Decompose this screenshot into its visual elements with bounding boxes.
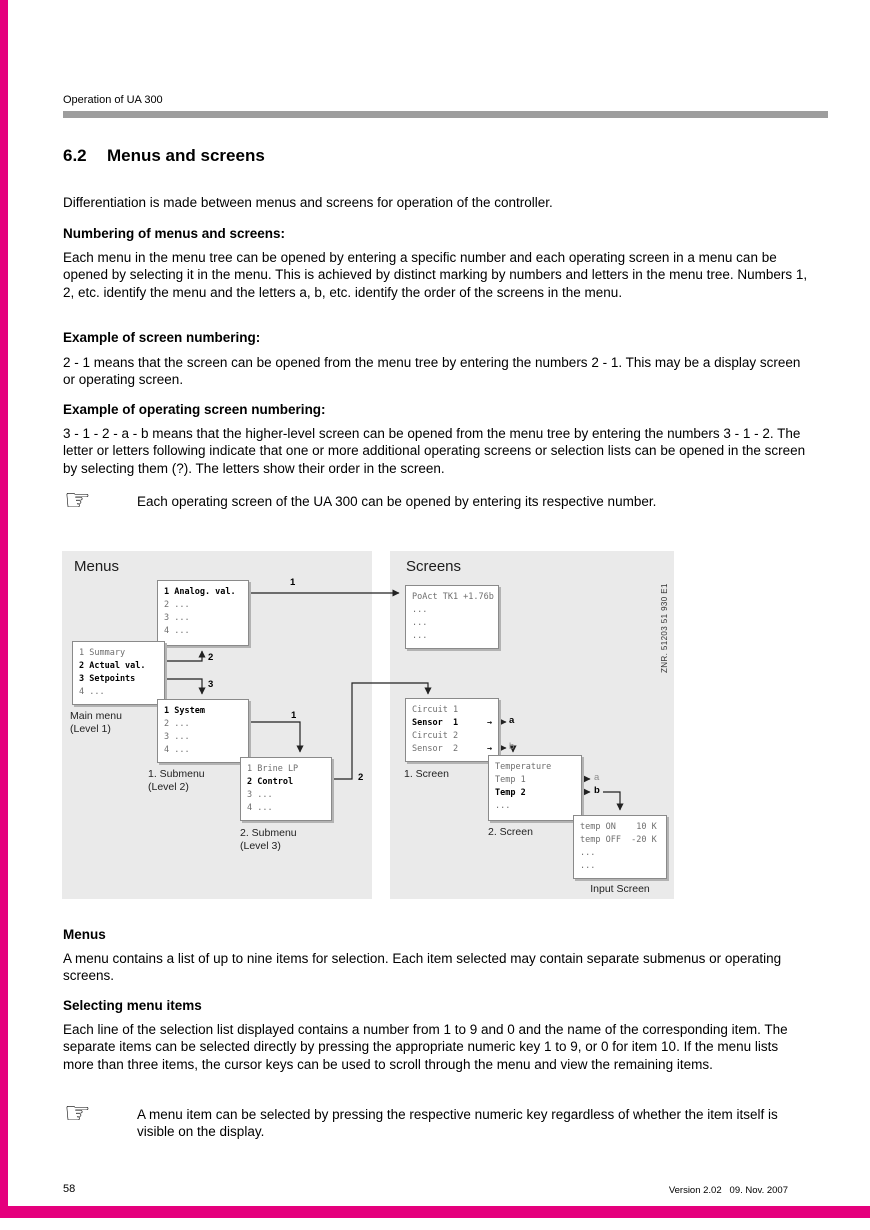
menu-line: 2 ...	[164, 719, 190, 729]
screen-line: temp ON 10 K	[580, 822, 657, 832]
page-header: Operation of UA 300	[63, 94, 163, 106]
header-rule	[63, 111, 828, 118]
main-menu-label	[70, 710, 122, 736]
menus-paragraph: A menu contains a list of up to nine items for selection. Each item selected may contain separate submenus or operating screens.	[63, 951, 782, 984]
screens-panel-title: Screens	[406, 558, 462, 575]
screen-line	[412, 743, 492, 756]
label-line: (Level 2)	[148, 781, 189, 793]
connector-label-b: b	[509, 741, 515, 752]
screen-example-heading: Example of screen numbering:	[63, 330, 261, 345]
connector-label-3: 3	[208, 679, 214, 690]
menu-line: 3 ...	[164, 613, 190, 623]
version-label: Version 2.02 09. Nov. 2007	[668, 1185, 788, 1196]
drawing-number-label: ZNR. 51203 51 930 E1	[660, 583, 669, 673]
screen-box-temperature	[488, 755, 582, 821]
screen-box-circuit	[405, 698, 499, 762]
menu-line: 2 ...	[164, 600, 190, 610]
screen-line: temp OFF -20 K	[580, 835, 657, 845]
screen-line	[412, 717, 492, 730]
label-line: 2. Submenu	[240, 827, 297, 839]
operating-example-heading: Example of operating screen numbering:	[63, 402, 326, 417]
connector-label-1b: 1	[291, 710, 297, 721]
menu-line: 3 Setpoints	[79, 674, 136, 684]
menu-line: 2 Actual val.	[79, 661, 146, 671]
section-number: 6.2	[63, 146, 87, 165]
menu-box-system	[157, 699, 249, 763]
page-number: 58	[63, 1183, 76, 1195]
screen-line: Temp 2	[495, 788, 526, 798]
menu-line: 1 System	[164, 706, 205, 716]
connector-label-b2: b	[594, 785, 600, 796]
menu-line: 4 ...	[247, 803, 273, 813]
screen-line: ...	[495, 801, 511, 811]
menu-line: 3 ...	[247, 790, 273, 800]
menus-heading: Menus	[63, 927, 106, 942]
screen-box-input	[573, 815, 667, 879]
screen-line: Circuit 2	[412, 731, 459, 741]
screen-line: ...	[412, 605, 428, 615]
section-heading	[63, 146, 265, 166]
menu-line: 1 Brine LP	[247, 764, 299, 774]
note1-text: Each operating screen of the UA 300 can be opened by entering its respective number.	[137, 494, 657, 509]
label-line: (Level 1)	[70, 723, 111, 735]
label-line: Main menu	[70, 710, 122, 722]
screen2-label: 2. Screen	[488, 826, 533, 838]
screen-line: ...	[412, 631, 428, 641]
screen-line: Circuit 1	[412, 705, 459, 715]
submenu1-label	[148, 768, 205, 794]
menu-screen-diagram	[62, 551, 674, 899]
label-line: 1. Submenu	[148, 768, 205, 780]
screen-line: PoAct TK1 +1.76b	[412, 592, 494, 602]
screen1-label: 1. Screen	[404, 768, 449, 780]
input-screen-label: Input Screen	[590, 883, 650, 895]
right-arrow-icon: →	[486, 744, 492, 754]
submenu2-label	[240, 827, 297, 853]
menu-line: 4 ...	[79, 687, 105, 697]
screen-line: Temp 1	[495, 775, 526, 785]
connector-label-a2: a	[594, 772, 600, 783]
menu-box-main	[72, 641, 165, 705]
connector-label-2: 2	[208, 652, 214, 663]
screen-line-text: Sensor 2	[412, 744, 459, 754]
numbering-paragraph: Each menu in the menu tree can be opened by entering a specific number and each operating screen in a menu can be opened by selecting it in the menu. This is achieved by distinct marking by numbers and letters in the menu tree. Numbers 1, 2, etc. identify the menu and the letters a, b, etc. identify the order of the screens in the menu.	[63, 250, 808, 300]
bottom-accent-bar	[0, 1206, 870, 1218]
menu-line: 4 ...	[164, 626, 190, 636]
menu-line: 3 ...	[164, 732, 190, 742]
screen-line: ...	[412, 618, 428, 628]
connector-label-2b: 2	[358, 772, 364, 783]
right-arrow-icon: →	[486, 718, 492, 728]
connector-label-a: a	[509, 715, 515, 726]
screen-line-text: Sensor 1	[412, 718, 459, 728]
screen-example-paragraph: 2 - 1 means that the screen can be opened from the menu tree by entering the numbers 2 - 1. This may be a display screen or operating screen.	[63, 355, 801, 388]
menu-box-control	[240, 757, 332, 821]
menu-line: 1 Analog. val.	[164, 587, 236, 597]
screen-box-poact	[405, 585, 499, 649]
pointing-hand-icon: ☞	[64, 484, 91, 517]
note2-text: A menu item can be selected by pressing the respective numeric key regardless of whether the item itself is visible on the display.	[137, 1107, 778, 1140]
menu-line: 2 Control	[247, 777, 294, 787]
menu-line: 4 ...	[164, 745, 190, 755]
numbering-heading: Numbering of menus and screens:	[63, 226, 286, 241]
label-line: (Level 3)	[240, 840, 281, 852]
selecting-paragraph: Each line of the selection list displayed contains a number from 1 to 9 and 0 and the name of the corresponding item. The separate items can be selected directly by pressing the appropriate numeric key 1 to 9, or 0 for item 10. If the menu lists more than three items, the cursor keys can be used to scroll through the menu and view the remaining items.	[63, 1022, 788, 1072]
menu-line: 1 Summary	[79, 648, 126, 658]
menu-box-analog	[157, 580, 249, 646]
pointing-hand-icon: ☞	[64, 1097, 91, 1130]
screen-line: Temperature	[495, 762, 552, 772]
left-accent-bar	[0, 0, 8, 1218]
selecting-heading: Selecting menu items	[63, 998, 202, 1013]
screen-line: ...	[580, 861, 596, 871]
connector-label-1: 1	[290, 577, 296, 588]
operating-example-paragraph: 3 - 1 - 2 - a - b means that the higher-level screen can be opened from the menu tree by entering the numbers 3 - 1 - 2. The letter or letters following indicate that one or more additional operating screens or selection lists can be opened in the screen by selecting them (?). The letters show their order in the screen.	[63, 426, 806, 476]
section-title: Menus and screens	[107, 146, 265, 165]
screen-line: ...	[580, 848, 596, 858]
menus-panel-title: Menus	[74, 558, 120, 575]
intro-paragraph: Differentiation is made between menus and screens for operation of the controller.	[63, 195, 553, 210]
